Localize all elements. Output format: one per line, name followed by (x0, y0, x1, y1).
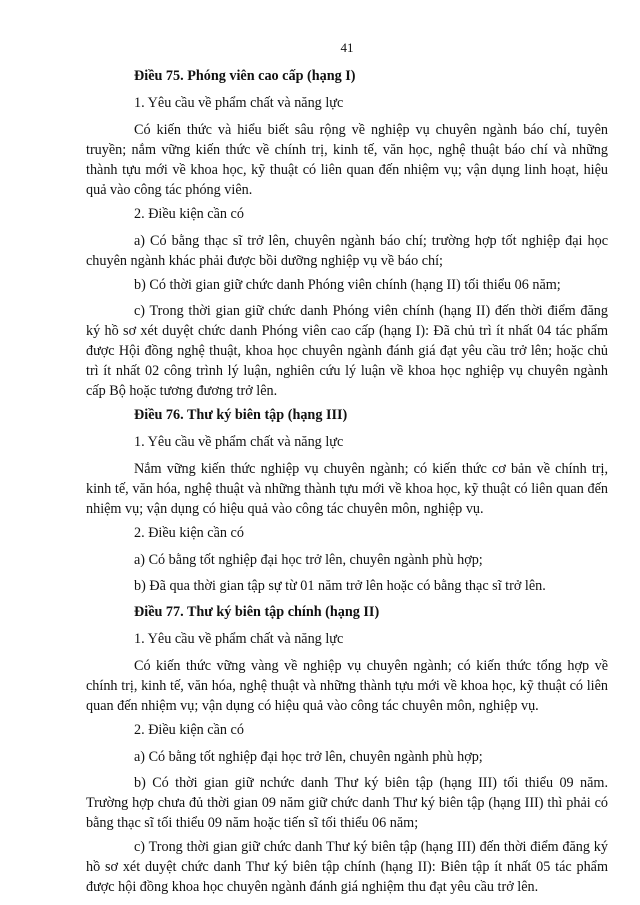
article-76-section-2-heading: 2. Điều kiện cần có (134, 525, 244, 541)
article-75-item-b: b) Có thời gian giữ chức danh Phóng viên chính (hạng II) tối thiểu 06 năm; (134, 277, 561, 293)
article-75-section-1-heading: 1. Yêu cầu về phẩm chất và năng lực (134, 95, 344, 111)
article-75-title: Điều 75. Phóng viên cao cấp (hạng I) (134, 68, 356, 84)
article-76-title: Điều 76. Thư ký biên tập (hạng III) (134, 407, 348, 423)
page-number: 41 (340, 40, 354, 55)
article-77-section-1-text: Có kiến thức vững vàng về nghiệp vụ chuyên ngành; có kiến thức tổng hợp về chính trị, kinh tế, văn hóa, nghệ thuật và những thành tựu mới về khoa học, kỹ thuật có liên quan đến nhiệm vụ; vận dụng có hiệu quả vào công tác chuyên môn, nghiệp vụ. (86, 658, 608, 714)
article-77-title: Điều 77. Thư ký biên tập chính (hạng II) (134, 604, 380, 620)
article-76-item-a: a) Có bằng tốt nghiệp đại học trở lên, chuyên ngành phù hợp; (134, 552, 483, 568)
article-77-item-b: b) Có thời gian giữ nchức danh Thư ký biên tập (hạng III) tối thiểu 09 năm. Trường hợp chưa đủ thời gian 09 năm giữ chức danh Thư ký biên tập (hạng III) thì phải có bằng thạc sĩ tối thiểu 09 năm hoặc tiến sĩ tối thiểu 06 năm; (86, 775, 608, 831)
article-76-section-1-heading: 1. Yêu cầu về phẩm chất và năng lực (134, 434, 344, 450)
article-77-item-a: a) Có bằng tốt nghiệp đại học trở lên, chuyên ngành phù hợp; (134, 749, 483, 765)
article-76-item-b: b) Đã qua thời gian tập sự từ 01 năm trở lên hoặc có bằng thạc sĩ trở lên. (134, 578, 546, 594)
article-77-section-2-heading: 2. Điều kiện cần có (134, 722, 244, 738)
article-77-item-c: c) Trong thời gian giữ chức danh Thư ký biên tập (hạng III) đến thời điểm đăng ký hồ sơ xét duyệt chức danh Thư ký biên tập chính (hạng II): Biên tập ít nhất 05 tác phẩm được hội đồng khoa học chuyên ngành đánh giá nghiệm thu đạt yêu cầu trở lên. (86, 839, 608, 895)
article-75-item-c: c) Trong thời gian giữ chức danh Phóng viên chính (hạng II) đến thời điểm đăng ký hồ sơ xét duyệt chức danh Phóng viên cao cấp (hạng I): Đã chủ trì ít nhất 04 tác phẩm được Hội đồng nghệ thuật, khoa học chuyên ngành đánh giá đạt yêu cầu trở lên; hoặc chủ trì ít nhất 02 công trình lý luận, nghiên cứu lý luận về khoa học nghiệp vụ chuyên ngành cấp Bộ hoặc tương đương trở lên. (86, 303, 608, 399)
article-75-item-a: a) Có bằng thạc sĩ trở lên, chuyên ngành báo chí; trường hợp tốt nghiệp đại học chuyên ngành khác phải được bồi dưỡng nghiệp vụ về báo chí; (86, 233, 608, 269)
article-75-section-1-text: Có kiến thức và hiểu biết sâu rộng về nghiệp vụ chuyên ngành báo chí, tuyên truyền; nắm vững kiến thức về chính trị, kinh tế, văn học, nghệ thuật báo chí và những thành tựu mới về khoa học, kỹ thuật có liên quan đến nhiệm vụ; vận dụng linh hoạt, hiệu quả vào công tác phóng viên. (86, 122, 608, 198)
article-76-section-1-text: Nắm vững kiến thức nghiệp vụ chuyên ngành; có kiến thức cơ bản về chính trị, kinh tế, văn hóa, nghệ thuật và những thành tựu mới về khoa học, kỹ thuật có liên quan đến nhiệm vụ; vận dụng có hiệu quả vào công tác chuyên môn, nghiệp vụ. (86, 461, 608, 517)
document-body (86, 66, 608, 897)
article-77-section-1-heading: 1. Yêu cầu về phẩm chất và năng lực (134, 631, 344, 647)
article-75-section-2-heading: 2. Điều kiện cần có (134, 206, 244, 222)
